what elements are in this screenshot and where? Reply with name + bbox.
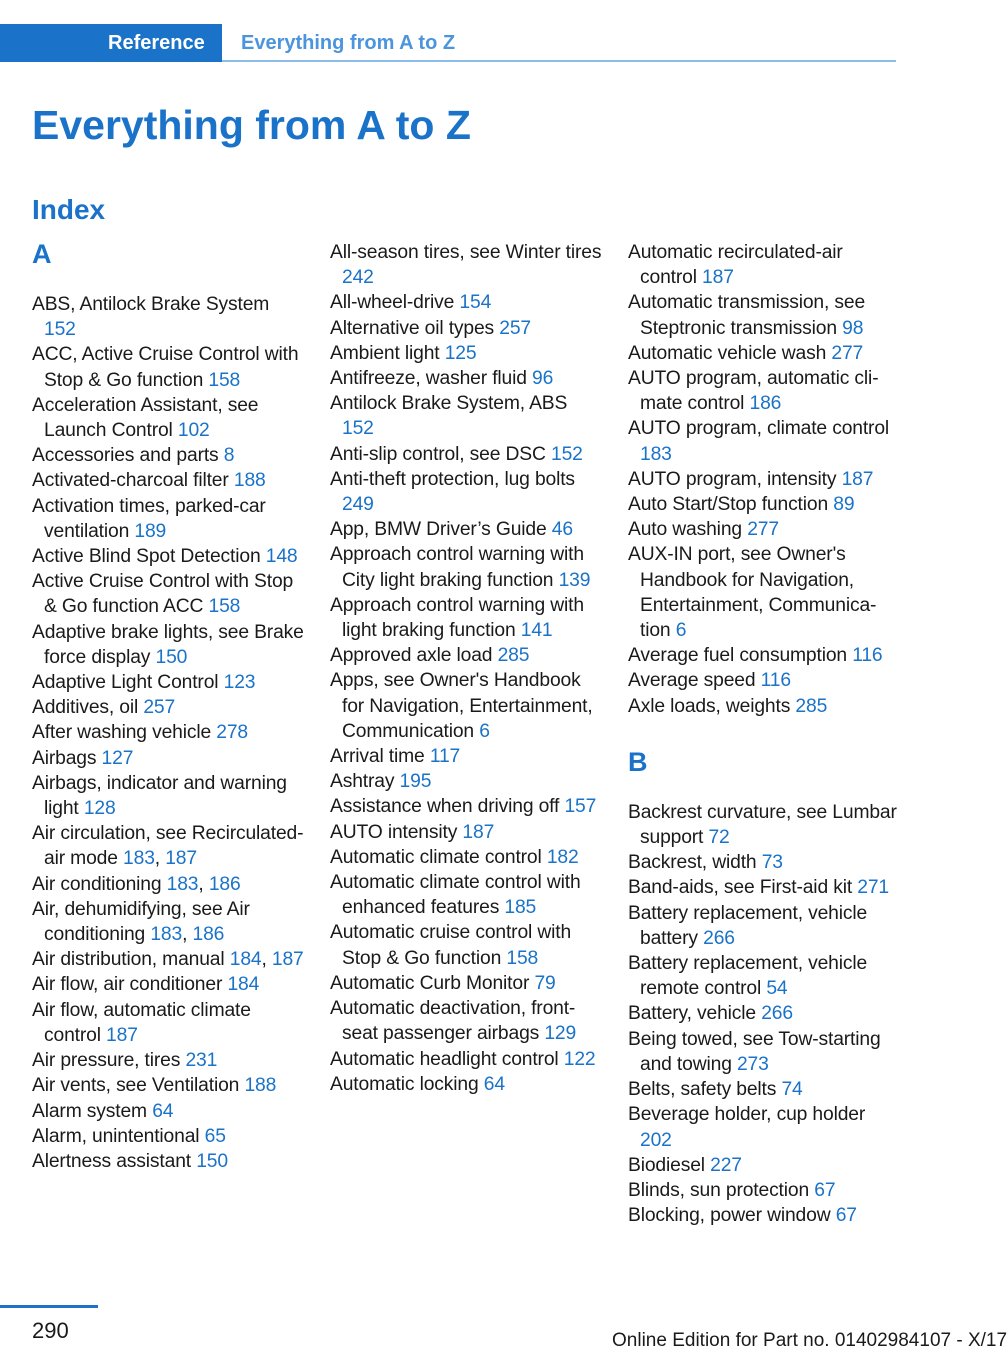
index-entry-text: All-wheel-drive [330, 292, 455, 314]
index-entry-text: Alertness assistant [32, 1150, 191, 1172]
index-entry-text: Battery replacement, vehicle remote control [628, 953, 868, 1000]
index-entry-text: Beverage holder, cup holder [628, 1104, 866, 1126]
breadcrumb[interactable]: Everything from A to Z [241, 32, 456, 54]
index-entry-text: Average speed [628, 670, 756, 692]
page-reference-link[interactable]: 127 [101, 747, 134, 769]
page-reference-link[interactable]: 152 [44, 319, 76, 341]
index-entry [628, 901, 900, 951]
index-entry-text: Automatic locking [330, 1073, 479, 1095]
index-entry [628, 875, 900, 900]
index-entry [330, 845, 602, 870]
page-reference-link[interactable]: 102 [177, 420, 210, 442]
page-reference-link[interactable]: 46 [551, 519, 573, 541]
index-entry [32, 342, 304, 392]
index-entry [32, 998, 304, 1048]
index-entry [32, 695, 304, 720]
index-entry [330, 290, 602, 315]
index-entry [32, 972, 304, 997]
page-reference-link[interactable]: 278 [216, 722, 248, 744]
index-entry [32, 468, 304, 493]
page-reference-link[interactable]: 257 [499, 317, 531, 339]
page-reference-link[interactable]: 187 [702, 267, 734, 289]
page-reference-link[interactable]: 72 [708, 827, 730, 849]
page-reference-link[interactable]: 89 [833, 494, 855, 516]
index-entry [32, 393, 304, 443]
index-entry-text: Battery replacement, vehicle battery [628, 902, 868, 949]
page-reference-link[interactable]: 285 [497, 645, 530, 667]
index-entry [330, 366, 602, 391]
page-reference-link[interactable]: 266 [761, 1003, 793, 1025]
index-entry-text: Automatic headlight control [330, 1048, 559, 1070]
index-entry [32, 544, 304, 569]
page-reference-link[interactable]: 158 [506, 947, 539, 969]
index-entry-text: Additives, oil [32, 697, 139, 719]
index-letter-heading: B [628, 746, 648, 777]
index-entry [330, 920, 602, 970]
index-entry [32, 292, 304, 342]
page-reference-link[interactable]: 227 [710, 1154, 742, 1176]
index-entry-text: Apps, see Owner's Handbook for Navigation, Entertainment, Communication [330, 670, 593, 742]
index-entry-text: Backrest, width [628, 852, 757, 874]
page-reference-link[interactable]: 129 [544, 1023, 577, 1045]
index-entry-text: AUTO intensity [330, 821, 458, 843]
index-entry-text: Alternative oil types [330, 317, 495, 339]
index-entry-text: Battery, vehicle [628, 1003, 756, 1025]
index-entry-text: Biodiesel [628, 1154, 705, 1176]
index-heading: Index [32, 194, 106, 225]
index-entry-text: Automatic transmission, see Steptronic transmission [628, 292, 866, 339]
index-entry-text: Assistance when driving off [330, 796, 560, 818]
page-reference-link[interactable]: 116 [760, 670, 791, 692]
page-reference-link[interactable]: 183 [123, 848, 155, 870]
index-entry-text: All-season tires, see Winter tires [330, 242, 602, 263]
page-reference-link[interactable]: 79 [534, 972, 556, 994]
index-entry-text: Acceleration Assistant, see Launch Control [32, 394, 259, 442]
index-entry [32, 494, 304, 544]
index-column-1 [32, 240, 304, 1174]
index-entry-text: App, BMW Driver’s Guide [330, 519, 547, 541]
index-entry [628, 1203, 900, 1228]
page-reference-link[interactable]: 154 [459, 292, 492, 314]
page-reference-link[interactable]: 187 [106, 1024, 138, 1046]
index-entry [330, 542, 602, 592]
page-reference-link[interactable]: 65 [204, 1125, 226, 1147]
index-entry [330, 316, 602, 341]
index-entry [32, 1124, 304, 1149]
page-reference-link[interactable]: 96 [532, 368, 554, 390]
index-entry [32, 670, 304, 695]
index-entry [628, 1178, 900, 1203]
index-entry [330, 593, 602, 643]
page-reference-link[interactable]: 187 [462, 821, 495, 843]
page-reference-link[interactable]: 187 [165, 848, 197, 870]
index-entry-text: Approach control warning with City light braking function [330, 544, 584, 591]
section-tab[interactable]: Reference [0, 24, 222, 62]
page-reference-link[interactable]: 249 [342, 494, 374, 516]
index-entry [32, 1048, 304, 1073]
page-reference-link[interactable]: 188 [244, 1075, 277, 1097]
page-reference-link[interactable]: 273 [736, 1053, 769, 1075]
index-entry-text: AUTO program, intensity [628, 468, 837, 490]
index-entry [628, 951, 900, 1001]
index-entry-text: Average fuel consumption [628, 645, 847, 667]
page-reference-link[interactable]: 266 [703, 927, 735, 949]
index-entry-text: Air distribution, manual [32, 949, 225, 971]
index-entry-text: Air circulation, see Recirculated-air mode [32, 823, 304, 870]
index-entry-text: Air flow, air conditioner [32, 974, 223, 996]
index-entry-text: Automatic climate control with enhanced features [330, 872, 581, 919]
index-entry-text: Axle loads, weights [628, 695, 791, 717]
index-entry-text: Automatic Curb Monitor [330, 972, 530, 994]
index-entry [32, 620, 304, 670]
page-reference-link[interactable]: 185 [504, 897, 537, 919]
index-entry [330, 1072, 602, 1097]
page-reference-link[interactable]: 152 [342, 418, 374, 440]
page-reference-link[interactable]: 187 [271, 949, 304, 971]
index-entry-text: Activated-charcoal filter [32, 470, 229, 492]
index-entry-text: Air, dehumidifying, see Air conditioning [32, 898, 250, 946]
page-reference-link[interactable]: 64 [483, 1073, 505, 1095]
page-reference-link[interactable]: 231 [185, 1050, 218, 1072]
index-entry-text: Auto Start/Stop function [628, 494, 829, 516]
index-entry [330, 668, 602, 744]
index-entry-text: Backrest curvature, see Lumbar support [628, 801, 897, 849]
index-entry-text: Adaptive Light Control [32, 672, 219, 694]
index-entry [330, 794, 602, 819]
page-reference-link[interactable]: 186 [208, 873, 241, 895]
index-entry-text: AUTO program, automatic climate control [628, 368, 879, 415]
index-entry [32, 720, 304, 745]
page-reference-link[interactable]: 148 [265, 546, 298, 568]
index-entry-text: Activation times, parked-car ventilation [32, 495, 266, 542]
page-reference-link[interactable]: 183 [150, 924, 183, 946]
page-reference-link[interactable]: 67 [835, 1205, 857, 1227]
index-entry-text: Approved axle load [330, 645, 493, 667]
index-entry-text: Air conditioning [32, 873, 162, 895]
index-entry-text: ACC, Active Cruise Control with Stop & Go function [32, 344, 299, 391]
index-entry [330, 1047, 602, 1072]
index-entry [628, 850, 900, 875]
index-entry-text: Auto washing [628, 519, 742, 541]
index-entry-text: Airbags [32, 747, 97, 769]
index-entry [32, 443, 304, 468]
index-entry-text: Automatic deactivation, front-seat passenger airbags [330, 998, 576, 1045]
index-entry-text: Active Cruise Control with Stop & Go function ACC [32, 571, 294, 618]
index-entry [32, 771, 304, 821]
index-entry: Air conditioning 183, 186 [32, 873, 241, 895]
index-entry [628, 366, 900, 416]
index-entry [628, 416, 900, 466]
index-entry: Air distribution, manual 184, 187 [32, 949, 304, 971]
index-entry [628, 800, 900, 850]
index-entry [628, 1027, 900, 1077]
index-entry-text: Airbags, indicator and warning light [32, 772, 287, 820]
index-entry [330, 820, 602, 845]
page-reference-link[interactable]: 285 [795, 695, 828, 717]
index-entry-text: Accessories and parts [32, 445, 219, 467]
index-entry: Air circulation, see Recirculated-air mode 183, 187 [32, 823, 304, 870]
index-entry-text: Band-aids, see First-aid kit [628, 877, 853, 899]
index-entry [628, 1077, 900, 1102]
page-reference-link[interactable]: 116 [852, 645, 883, 667]
page-reference-link[interactable]: 158 [208, 596, 241, 618]
page-reference-link[interactable]: 150 [155, 646, 188, 668]
page-reference-link[interactable]: 6 [479, 720, 490, 742]
page-reference-link[interactable]: 117 [429, 746, 461, 768]
page-number: 290 [32, 1318, 69, 1343]
index-entry-text: Adaptive brake lights, see Brake force display [32, 621, 304, 668]
index-entry [330, 341, 602, 366]
page-reference-link[interactable]: 189 [134, 520, 167, 542]
index-letter-heading: A [32, 239, 52, 269]
page-header [0, 24, 896, 62]
index-entry-text: Ambient light [330, 342, 440, 364]
page-reference-link[interactable]: 123 [223, 672, 256, 694]
index-column-3 [628, 240, 900, 1228]
index-entry [330, 996, 602, 1046]
index-entry [330, 517, 602, 542]
index-entry-text: Belts, safety belts [628, 1079, 777, 1101]
index-entry-text: Automatic cruise control with Stop & Go function [330, 922, 572, 969]
page-reference-link[interactable]: 202 [640, 1129, 672, 1151]
page-reference-link[interactable]: 67 [814, 1179, 836, 1201]
index-entry [330, 870, 602, 920]
header-rule [222, 60, 896, 62]
index-entry [628, 240, 900, 290]
page-reference-link[interactable]: 73 [761, 852, 783, 874]
index-entry [628, 1153, 900, 1178]
index-entry [628, 694, 900, 719]
index-entry [628, 467, 900, 492]
index-entry [628, 542, 900, 643]
page-reference-link[interactable]: 157 [564, 796, 597, 818]
index-entry-text: Blinds, sun protection [628, 1179, 810, 1201]
page-reference-link[interactable]: 122 [563, 1048, 596, 1070]
page-reference-link[interactable]: 74 [781, 1079, 803, 1101]
index-entry [32, 1099, 304, 1124]
index-entry-text: Alarm system [32, 1100, 147, 1122]
index-entry-text: Air pressure, tires [32, 1050, 181, 1072]
index-entry [628, 643, 900, 668]
page-reference-link[interactable]: 150 [196, 1150, 228, 1172]
index-entry-text: Automatic vehicle wash [628, 342, 827, 364]
page-reference-link[interactable]: 277 [831, 342, 864, 364]
page-reference-link[interactable]: 141 [520, 620, 553, 642]
index-entry-text: AUTO program, climate control [628, 418, 890, 440]
index-entry-text: ABS, Antilock Brake System [32, 294, 270, 315]
index-entry [330, 744, 602, 769]
index-entry [628, 668, 900, 693]
index-entry-text: Ashtray [330, 771, 395, 793]
page-reference-link[interactable]: 125 [444, 342, 477, 364]
index-entry [628, 1102, 900, 1152]
index-entry [628, 1001, 900, 1026]
index-entry [32, 746, 304, 771]
footer-rule [0, 1305, 98, 1308]
page-reference-link[interactable]: 54 [766, 978, 788, 1000]
index-entry-text: After washing vehicle [32, 722, 212, 744]
index-entry [628, 341, 900, 366]
page-reference-link[interactable]: 242 [342, 267, 374, 289]
index-entry [32, 1073, 304, 1098]
page-reference-link[interactable]: 188 [233, 470, 266, 492]
page-reference-link[interactable]: 98 [842, 317, 864, 339]
page-reference-link[interactable]: 8 [223, 445, 235, 467]
index-entry-text: Blocking, power window [628, 1205, 831, 1227]
index-entry [628, 517, 900, 542]
index-entry-text: Alarm, unintentional [32, 1125, 200, 1147]
index-entry [330, 971, 602, 996]
page-reference-link[interactable]: 187 [841, 468, 874, 490]
index-entry [330, 240, 602, 290]
index-entry [330, 391, 602, 441]
edition-note: Online Edition for Part no. 01402984107 - X/17 [612, 1330, 1007, 1351]
page-reference-link[interactable]: 271 [857, 877, 890, 899]
page-reference-link[interactable]: 183 [166, 873, 199, 895]
index-entry [628, 290, 900, 340]
index-entry-text: Approach control warning with light braking function [330, 594, 584, 642]
page-reference-link[interactable]: 152 [551, 443, 583, 465]
index-entry-text: Being towed, see Tow-starting and towing [628, 1028, 881, 1075]
index-entry-text: AUX-IN port, see Owner's Handbook for Navigation, Entertainment, Communication [628, 544, 877, 642]
index-entry [330, 643, 602, 668]
index-entry [628, 492, 900, 517]
index-entry-text: Antifreeze, washer fluid [330, 368, 527, 390]
index-entry-text: Air vents, see Ventilation [32, 1075, 240, 1097]
index-entry [32, 569, 304, 619]
index-entry-text: Antilock Brake System, ABS [330, 393, 568, 415]
page-reference-link[interactable]: 195 [399, 771, 432, 793]
index-entry: Air, dehumidifying, see Air conditioning 183, 186 [32, 898, 250, 946]
index-entry-text: Arrival time [330, 746, 425, 768]
page-reference-link[interactable]: 158 [208, 369, 241, 391]
page-reference-link[interactable]: 64 [152, 1100, 174, 1122]
page-reference-link[interactable]: 183 [640, 443, 672, 465]
index-entry [330, 769, 602, 794]
page-reference-link[interactable]: 184 [227, 974, 260, 996]
index-entry-text: Anti-slip control, see DSC [330, 443, 546, 465]
index-entry [330, 442, 602, 467]
page-reference-link[interactable]: 182 [546, 846, 579, 868]
page-reference-link[interactable]: 257 [143, 697, 176, 719]
page-title: Everything from A to Z [32, 102, 471, 148]
index-entry-text: Automatic climate control [330, 846, 542, 868]
page-reference-link[interactable]: 184 [229, 949, 262, 971]
index-column-2 [330, 240, 602, 1097]
index-entry [32, 1149, 304, 1174]
page-reference-link[interactable]: 277 [747, 519, 779, 541]
page-reference-link[interactable]: 139 [558, 569, 591, 591]
index-entry-text: Air flow, automatic climate control [32, 999, 251, 1046]
page-reference-link[interactable]: 128 [83, 798, 116, 820]
page-reference-link[interactable]: 6 [675, 620, 687, 642]
index-entry-text: Automatic recirculated-air control [628, 242, 843, 289]
page-reference-link[interactable]: 186 [749, 393, 782, 415]
index-entry [330, 467, 602, 517]
index-entry-text: Anti-theft protection, lug bolts [330, 468, 575, 490]
index-entry-text: Active Blind Spot Detection [32, 546, 261, 568]
page-reference-link[interactable]: 186 [192, 924, 225, 946]
